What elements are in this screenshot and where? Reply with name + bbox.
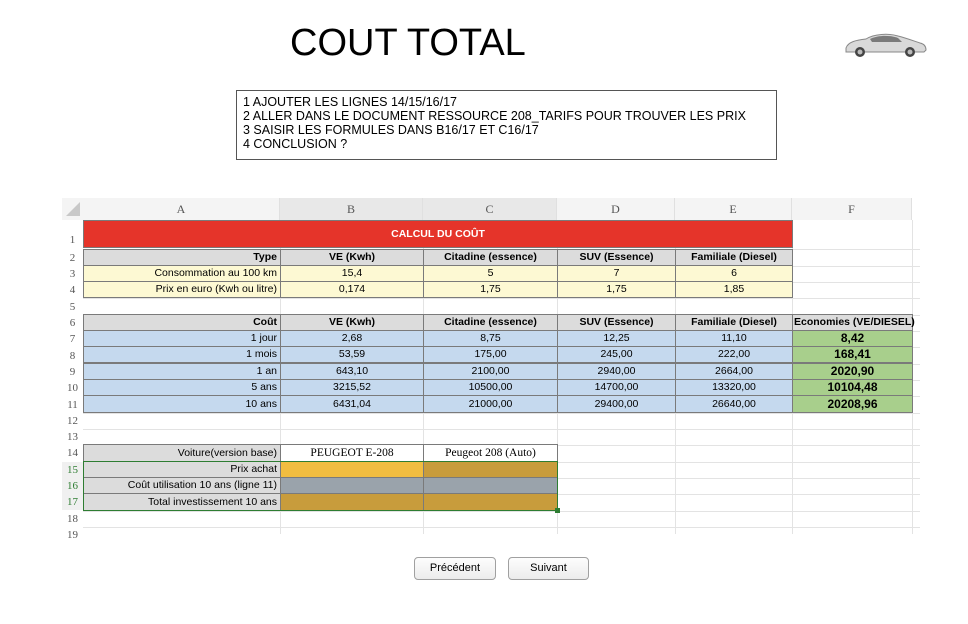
cell-a14[interactable]: Voiture(version base) bbox=[83, 444, 281, 462]
row-header[interactable]: 6 bbox=[69, 317, 76, 329]
cell-b14[interactable]: PEUGEOT E-208 bbox=[280, 444, 424, 462]
cell-c11[interactable]: 21000,00 bbox=[423, 395, 558, 413]
cell-d4[interactable]: 1,75 bbox=[557, 281, 676, 298]
row-header[interactable]: 7 bbox=[69, 333, 76, 345]
cell-c16[interactable] bbox=[423, 477, 558, 494]
cell-b11[interactable]: 6431,04 bbox=[280, 395, 424, 413]
cell-d9[interactable]: 2940,00 bbox=[557, 363, 676, 380]
cell-d11[interactable]: 29400,00 bbox=[557, 395, 676, 413]
column-header-d[interactable]: D bbox=[557, 198, 675, 220]
cell-c2[interactable]: Citadine (essence) bbox=[423, 249, 558, 266]
cell-a4[interactable]: Prix en euro (Kwh ou litre) bbox=[83, 281, 281, 298]
cell-b15[interactable] bbox=[280, 461, 424, 478]
column-header-e[interactable]: E bbox=[675, 198, 792, 220]
page-title: COUT TOTAL bbox=[290, 22, 526, 64]
row-header[interactable]: 4 bbox=[69, 284, 76, 296]
cell-a2[interactable]: Type bbox=[83, 249, 281, 266]
cell-a3[interactable]: Consommation au 100 km bbox=[83, 265, 281, 282]
column-header-f[interactable]: F bbox=[792, 198, 912, 220]
cell-c10[interactable]: 10500,00 bbox=[423, 379, 558, 396]
cell-grid[interactable] bbox=[83, 220, 920, 534]
cell-b3[interactable]: 15,4 bbox=[280, 265, 424, 282]
instruction-line: 1 AJOUTER LES LIGNES 14/15/16/17 bbox=[243, 95, 458, 109]
cell-f10[interactable]: 10104,48 bbox=[792, 379, 913, 396]
cell-a11[interactable]: 10 ans bbox=[83, 395, 281, 413]
cell-a8[interactable]: 1 mois bbox=[83, 346, 281, 363]
cell-f9[interactable]: 2020,90 bbox=[792, 363, 913, 380]
cell-f11[interactable]: 20208,96 bbox=[792, 395, 913, 413]
cell-e9[interactable]: 2664,00 bbox=[675, 363, 793, 380]
row-header[interactable]: 18 bbox=[67, 513, 78, 525]
car-icon bbox=[842, 30, 928, 58]
cell-b16[interactable] bbox=[280, 477, 424, 494]
cell-c15[interactable] bbox=[423, 461, 558, 478]
cell-c4[interactable]: 1,75 bbox=[423, 281, 558, 298]
cell-e4[interactable]: 1,85 bbox=[675, 281, 793, 298]
cell-a10[interactable]: 5 ans bbox=[83, 379, 281, 396]
cell-f7[interactable]: 8,42 bbox=[792, 330, 913, 347]
cell-f8[interactable]: 168,41 bbox=[792, 346, 913, 363]
row-header[interactable]: 11 bbox=[67, 399, 78, 411]
row-header[interactable]: 1 bbox=[69, 234, 76, 246]
row-header[interactable]: 5 bbox=[69, 301, 76, 313]
fill-handle[interactable] bbox=[555, 508, 560, 513]
row-header[interactable]: 8 bbox=[69, 350, 76, 362]
cell-b17[interactable] bbox=[280, 493, 424, 511]
cell-c14[interactable]: Peugeot 208 (Auto) bbox=[423, 444, 558, 462]
cell-b4[interactable]: 0,174 bbox=[280, 281, 424, 298]
cell-b6[interactable]: VE (Kwh) bbox=[280, 314, 424, 331]
next-button[interactable]: Suivant bbox=[508, 557, 589, 580]
cell-c17[interactable] bbox=[423, 493, 558, 511]
column-header-a[interactable]: A bbox=[83, 198, 280, 220]
row-header[interactable]: 12 bbox=[67, 415, 78, 427]
cell-e10[interactable]: 13320,00 bbox=[675, 379, 793, 396]
cell-d8[interactable]: 245,00 bbox=[557, 346, 676, 363]
row-header[interactable]: 10 bbox=[67, 382, 78, 394]
cell-b8[interactable]: 53,59 bbox=[280, 346, 424, 363]
cell-c7[interactable]: 8,75 bbox=[423, 330, 558, 347]
cell-c8[interactable]: 175,00 bbox=[423, 346, 558, 363]
cell-d7[interactable]: 12,25 bbox=[557, 330, 676, 347]
cell-d6[interactable]: SUV (Essence) bbox=[557, 314, 676, 331]
cell-a15[interactable]: Prix achat bbox=[83, 461, 281, 478]
row-header[interactable]: 16 bbox=[62, 478, 83, 494]
cell-e6[interactable]: Familiale (Diesel) bbox=[675, 314, 793, 331]
cell-a17[interactable]: Total investissement 10 ans bbox=[83, 493, 281, 511]
cell-a16[interactable]: Coût utilisation 10 ans (ligne 11) bbox=[83, 477, 281, 494]
cell-e7[interactable]: 11,10 bbox=[675, 330, 793, 347]
cell-a6[interactable]: Coût bbox=[83, 314, 281, 331]
cell-a7[interactable]: 1 jour bbox=[83, 330, 281, 347]
column-header-b[interactable]: B bbox=[280, 198, 423, 220]
instruction-line: 4 CONCLUSION ? bbox=[243, 137, 348, 151]
cell-b2[interactable]: VE (Kwh) bbox=[280, 249, 424, 266]
instructions-box bbox=[236, 90, 777, 160]
cell-b9[interactable]: 643,10 bbox=[280, 363, 424, 380]
row-header[interactable]: 19 bbox=[67, 529, 78, 541]
cell-b10[interactable]: 3215,52 bbox=[280, 379, 424, 396]
instruction-line: 2 ALLER DANS LE DOCUMENT RESSOURCE 208_TARIFS POUR TROUVER LES PRIX bbox=[243, 109, 746, 123]
cell-d3[interactable]: 7 bbox=[557, 265, 676, 282]
cell-d2[interactable]: SUV (Essence) bbox=[557, 249, 676, 266]
cell-c3[interactable]: 5 bbox=[423, 265, 558, 282]
column-header-c[interactable]: C bbox=[423, 198, 557, 220]
row-header[interactable]: 3 bbox=[69, 268, 76, 280]
cell-f6[interactable]: Economies (VE/DIESEL) bbox=[792, 314, 913, 331]
cell-a9[interactable]: 1 an bbox=[83, 363, 281, 380]
instruction-line: 3 SAISIR LES FORMULES DANS B16/17 ET C16/17 bbox=[243, 123, 539, 137]
row-header[interactable]: 13 bbox=[67, 431, 78, 443]
cell-b7[interactable]: 2,68 bbox=[280, 330, 424, 347]
cell-c6[interactable]: Citadine (essence) bbox=[423, 314, 558, 331]
cell-e8[interactable]: 222,00 bbox=[675, 346, 793, 363]
cell-d10[interactable]: 14700,00 bbox=[557, 379, 676, 396]
cell-e11[interactable]: 26640,00 bbox=[675, 395, 793, 413]
spreadsheet[interactable] bbox=[62, 198, 920, 541]
row-header[interactable]: 2 bbox=[69, 252, 76, 264]
row-header[interactable]: 17 bbox=[62, 494, 83, 510]
select-all-corner[interactable] bbox=[62, 198, 83, 220]
cell-e3[interactable]: 6 bbox=[675, 265, 793, 282]
calc-title-cell[interactable]: CALCUL DU COÛT bbox=[83, 220, 793, 248]
row-header[interactable]: 15 bbox=[62, 462, 83, 478]
previous-button[interactable]: Précédent bbox=[414, 557, 496, 580]
row-header[interactable]: 9 bbox=[69, 366, 76, 378]
cell-e2[interactable]: Familiale (Diesel) bbox=[675, 249, 793, 266]
cell-c9[interactable]: 2100,00 bbox=[423, 363, 558, 380]
row-header[interactable]: 14 bbox=[67, 447, 78, 459]
